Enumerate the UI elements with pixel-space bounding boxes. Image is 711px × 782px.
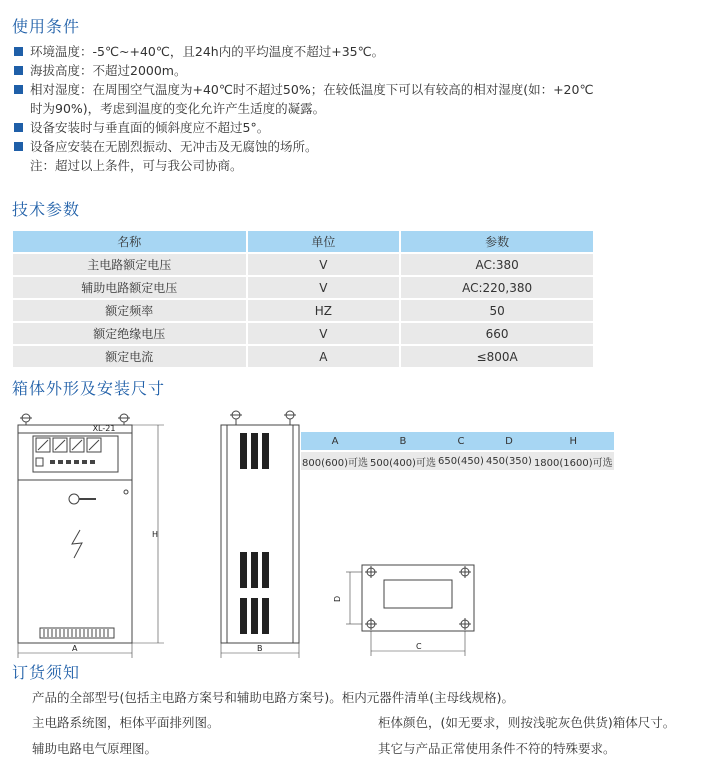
list-item-continuation: 时为90%)，考虑到温度的变化允许产生适度的凝露。 bbox=[30, 101, 326, 116]
list-item: 海拔高度：不超过2000m。 bbox=[14, 61, 704, 80]
tech-params-table bbox=[13, 231, 595, 369]
vent-grille bbox=[40, 628, 114, 638]
list-item: 相对湿度：在周围空气温度为+40℃时不超过50%；在较低温度下可以有较高的相对湿度(如：+20℃ bbox=[14, 80, 704, 99]
table-row: 800(600)可选 500(400)可选 650(450) 450(350) 1800(1600)可选 bbox=[301, 451, 614, 470]
dim-label-b: B bbox=[257, 644, 263, 653]
order-title: 订货须知 bbox=[12, 663, 81, 682]
column-header: C bbox=[437, 432, 485, 451]
column-header: B bbox=[369, 432, 437, 451]
list-item: 环境温度：-5℃~+40℃，且24h内的平均温度不超过+35℃。 bbox=[14, 42, 704, 61]
order-line: 其它与产品正常使用条件不符的特殊要求。 bbox=[378, 741, 616, 756]
bullet-square-icon bbox=[14, 85, 23, 94]
table-row: 辅助电路额定电压 V AC:220,380 bbox=[13, 276, 594, 299]
column-header: D bbox=[485, 432, 533, 451]
order-line: 产品的全部型号(包括主电路方案号和辅助电路方案号)。柜内元器件清单(主母线规格)。 bbox=[32, 690, 515, 705]
dim-label-c: C bbox=[416, 642, 422, 651]
list-item: 设备应安装在无剧烈振动、无冲击及无腐蚀的场所。 bbox=[14, 137, 704, 156]
table-row: 额定电流 A ≤800A bbox=[13, 345, 594, 368]
column-header: 参数 bbox=[400, 231, 594, 253]
column-header: 单位 bbox=[247, 231, 401, 253]
table-row: 主电路额定电压 V AC:380 bbox=[13, 253, 594, 276]
dim-label-a: A bbox=[72, 644, 78, 653]
front-model-label: XL-21 bbox=[92, 424, 116, 433]
table-row: 额定频率 HZ 50 bbox=[13, 299, 594, 322]
base-plan bbox=[346, 565, 474, 656]
table-header-row bbox=[13, 231, 594, 253]
order-line: 柜体颜色，(如无要求，则按浅驼灰色供货)箱体尺寸。 bbox=[378, 715, 676, 730]
list-item: 设备安装时与垂直面的倾斜度应不超过5°。 bbox=[14, 118, 704, 137]
lightning-icon bbox=[72, 530, 82, 558]
front-view bbox=[18, 414, 164, 658]
column-header: H bbox=[533, 432, 614, 451]
table-header-row bbox=[301, 432, 614, 451]
bullet-square-icon bbox=[14, 66, 23, 75]
dim-label-h: H bbox=[152, 530, 159, 539]
usage-title: 使用条件 bbox=[12, 17, 81, 36]
main-switch-handle-icon bbox=[69, 494, 79, 504]
table-row: 额定绝缘电压 V 660 bbox=[13, 322, 594, 345]
door-knob-icon bbox=[124, 490, 128, 494]
usage-list bbox=[14, 42, 704, 175]
tech-title: 技术参数 bbox=[12, 200, 81, 219]
order-line: 辅助电路电气原理图。 bbox=[32, 741, 158, 756]
usage-note: 注：超过以上条件，可与我公司协商。 bbox=[30, 158, 243, 173]
bullet-square-icon bbox=[14, 47, 23, 56]
order-line: 主电路系统图，柜体平面排列图。 bbox=[32, 715, 220, 730]
column-header: 名称 bbox=[13, 231, 247, 253]
side-view bbox=[221, 411, 299, 658]
dim-label-d: D bbox=[333, 595, 342, 602]
bullet-square-icon bbox=[14, 142, 23, 151]
cabinet-title: 箱体外形及安装尺寸 bbox=[12, 379, 166, 398]
column-header: A bbox=[301, 432, 369, 451]
bullet-square-icon bbox=[14, 123, 23, 132]
cabinet-dimensions-table bbox=[301, 432, 614, 470]
